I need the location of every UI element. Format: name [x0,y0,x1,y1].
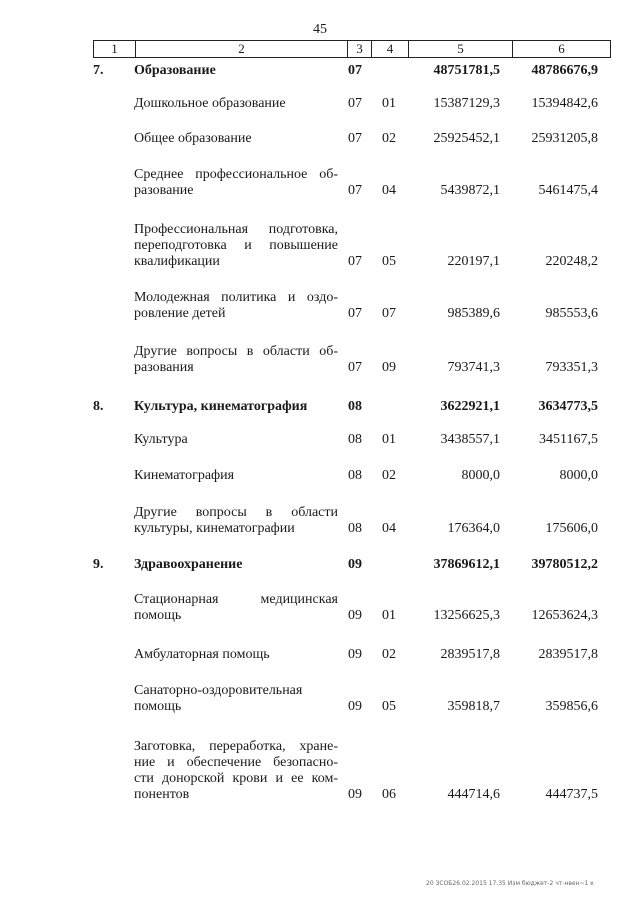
subsection-code: 02 [382,468,396,483]
row-number: 9. [93,557,104,572]
amount-col-6: 444737,5 [545,787,598,802]
subsection-code: 02 [382,131,396,146]
row-name [134,167,338,199]
subsection-code: 06 [382,787,396,802]
amount-col-6: 985553,6 [545,306,598,321]
row-name [134,222,338,270]
subsection-code: 01 [382,608,396,623]
row-name-line: Образование [134,63,216,78]
row-name [134,290,338,322]
table-header [93,40,611,58]
row-name [134,468,338,484]
section-code: 08 [348,432,362,447]
header-col-3: 3 [348,41,372,57]
row-name [134,399,338,415]
section-code: 08 [348,399,362,414]
header-col-1: 1 [94,41,136,57]
row-name-line: Другие вопросы в области [134,505,338,520]
row-name-line: сти донорской крови и ее ком- [134,771,338,786]
amount-col-6: 793351,3 [545,360,598,375]
header-col-4: 4 [372,41,409,57]
section-code: 07 [348,131,362,146]
amount-col-6: 25931205,8 [531,131,598,146]
row-name-line: Молодежная политика и оздо- [134,290,338,305]
subsection-code: 02 [382,647,396,662]
amount-col-5: 5439872,1 [440,183,500,198]
section-code: 07 [348,360,362,375]
amount-col-5: 25925452,1 [433,131,500,146]
row-name-line: культуры, кинематографии [134,521,295,536]
row-name-line: Кинематография [134,468,235,483]
section-code: 07 [348,63,362,78]
amount-col-6: 3634773,5 [538,399,598,414]
row-name [134,739,338,803]
amount-col-6: 2839517,8 [538,647,598,662]
amount-col-6: 5461475,4 [538,183,598,198]
row-name [134,131,338,147]
row-name-line: Здравоохранение [134,557,243,572]
amount-col-5: 2839517,8 [440,647,500,662]
row-name [134,683,338,715]
amount-col-5: 359818,7 [447,699,500,714]
amount-col-5: 3438557,1 [440,432,500,447]
section-code: 08 [348,468,362,483]
amount-col-6: 359856,6 [545,699,598,714]
page-number: 45 [313,22,327,37]
row-name [134,592,338,624]
amount-col-5: 48751781,5 [433,63,500,78]
row-name-line: Профессиональная подготовка, [134,222,338,237]
subsection-code: 04 [382,183,396,198]
amount-col-5: 220197,1 [447,254,500,269]
subsection-code: 04 [382,521,396,536]
row-name [134,96,338,112]
row-name-line: квалификации [134,254,220,269]
row-name-line: Культура [134,432,188,447]
amount-col-5: 176364,0 [447,521,500,536]
subsection-code: 01 [382,96,396,111]
row-name-line: разования [134,360,194,375]
header-col-5: 5 [409,41,513,57]
row-name-line: переподготовка и повышение [134,238,338,253]
amount-col-5: 13256625,3 [433,608,500,623]
row-name [134,344,338,376]
amount-col-6: 3451167,5 [539,432,598,447]
row-name [134,505,338,537]
row-name [134,647,338,663]
amount-col-6: 48786676,9 [531,63,598,78]
section-code: 09 [348,608,362,623]
header-col-6: 6 [558,41,565,56]
section-code: 07 [348,254,362,269]
amount-col-5: 793741,3 [447,360,500,375]
row-name-line: ние и обеспечение безопасно- [134,755,338,770]
amount-col-6: 39780512,2 [531,557,598,572]
section-code: 08 [348,521,362,536]
row-number: 8. [93,399,104,414]
row-name-line: Культура, кинематография [134,399,308,414]
row-name-line: Другие вопросы в области об- [134,344,338,359]
row-name [134,557,338,573]
subsection-code: 01 [382,432,396,447]
subsection-code: 07 [382,306,396,321]
section-code: 09 [348,557,362,572]
row-name-line: Среднее профессиональное об- [134,167,338,182]
footer-filename: 20 ЗСОБ26.02.2015 17.35 Изм бюджет-2 чт-нвен~1 к [426,880,594,887]
row-name-line: понентов [134,787,190,802]
section-code: 09 [348,647,362,662]
row-name-line: Амбулаторная помощь [134,647,270,662]
row-name-line: Стационарная медицинская [134,592,338,607]
row-name-line: помощь [134,608,182,623]
subsection-code: 05 [382,254,396,269]
row-name-line: Дошкольное образование [134,96,286,111]
amount-col-6: 15394842,6 [531,96,598,111]
amount-col-6: 175606,0 [545,521,598,536]
row-name-line: помощь [134,699,182,714]
row-name-line: Заготовка, переработка, хране- [134,739,338,754]
row-number: 7. [93,63,104,78]
section-code: 07 [348,306,362,321]
amount-col-5: 3622921,1 [440,399,500,414]
section-code: 09 [348,699,362,714]
amount-col-5: 37869612,1 [433,557,500,572]
section-code: 07 [348,96,362,111]
subsection-code: 05 [382,699,396,714]
amount-col-5: 8000,0 [461,468,500,483]
section-code: 07 [348,183,362,198]
section-code: 09 [348,787,362,802]
amount-col-5: 985389,6 [447,306,500,321]
amount-col-5: 15387129,3 [433,96,500,111]
amount-col-6: 220248,2 [545,254,598,269]
header-col-2: 2 [136,41,348,57]
amount-col-6: 8000,0 [559,468,598,483]
row-name [134,432,338,448]
subsection-code: 09 [382,360,396,375]
row-name-line: ровление детей [134,306,226,321]
amount-col-5: 444714,6 [447,787,500,802]
row-name-line: Санаторно-оздоровительная [134,683,303,698]
amount-col-6: 12653624,3 [531,608,598,623]
row-name-line: разование [134,183,194,198]
row-name-line: Общее образование [134,131,252,146]
row-name [134,63,338,79]
